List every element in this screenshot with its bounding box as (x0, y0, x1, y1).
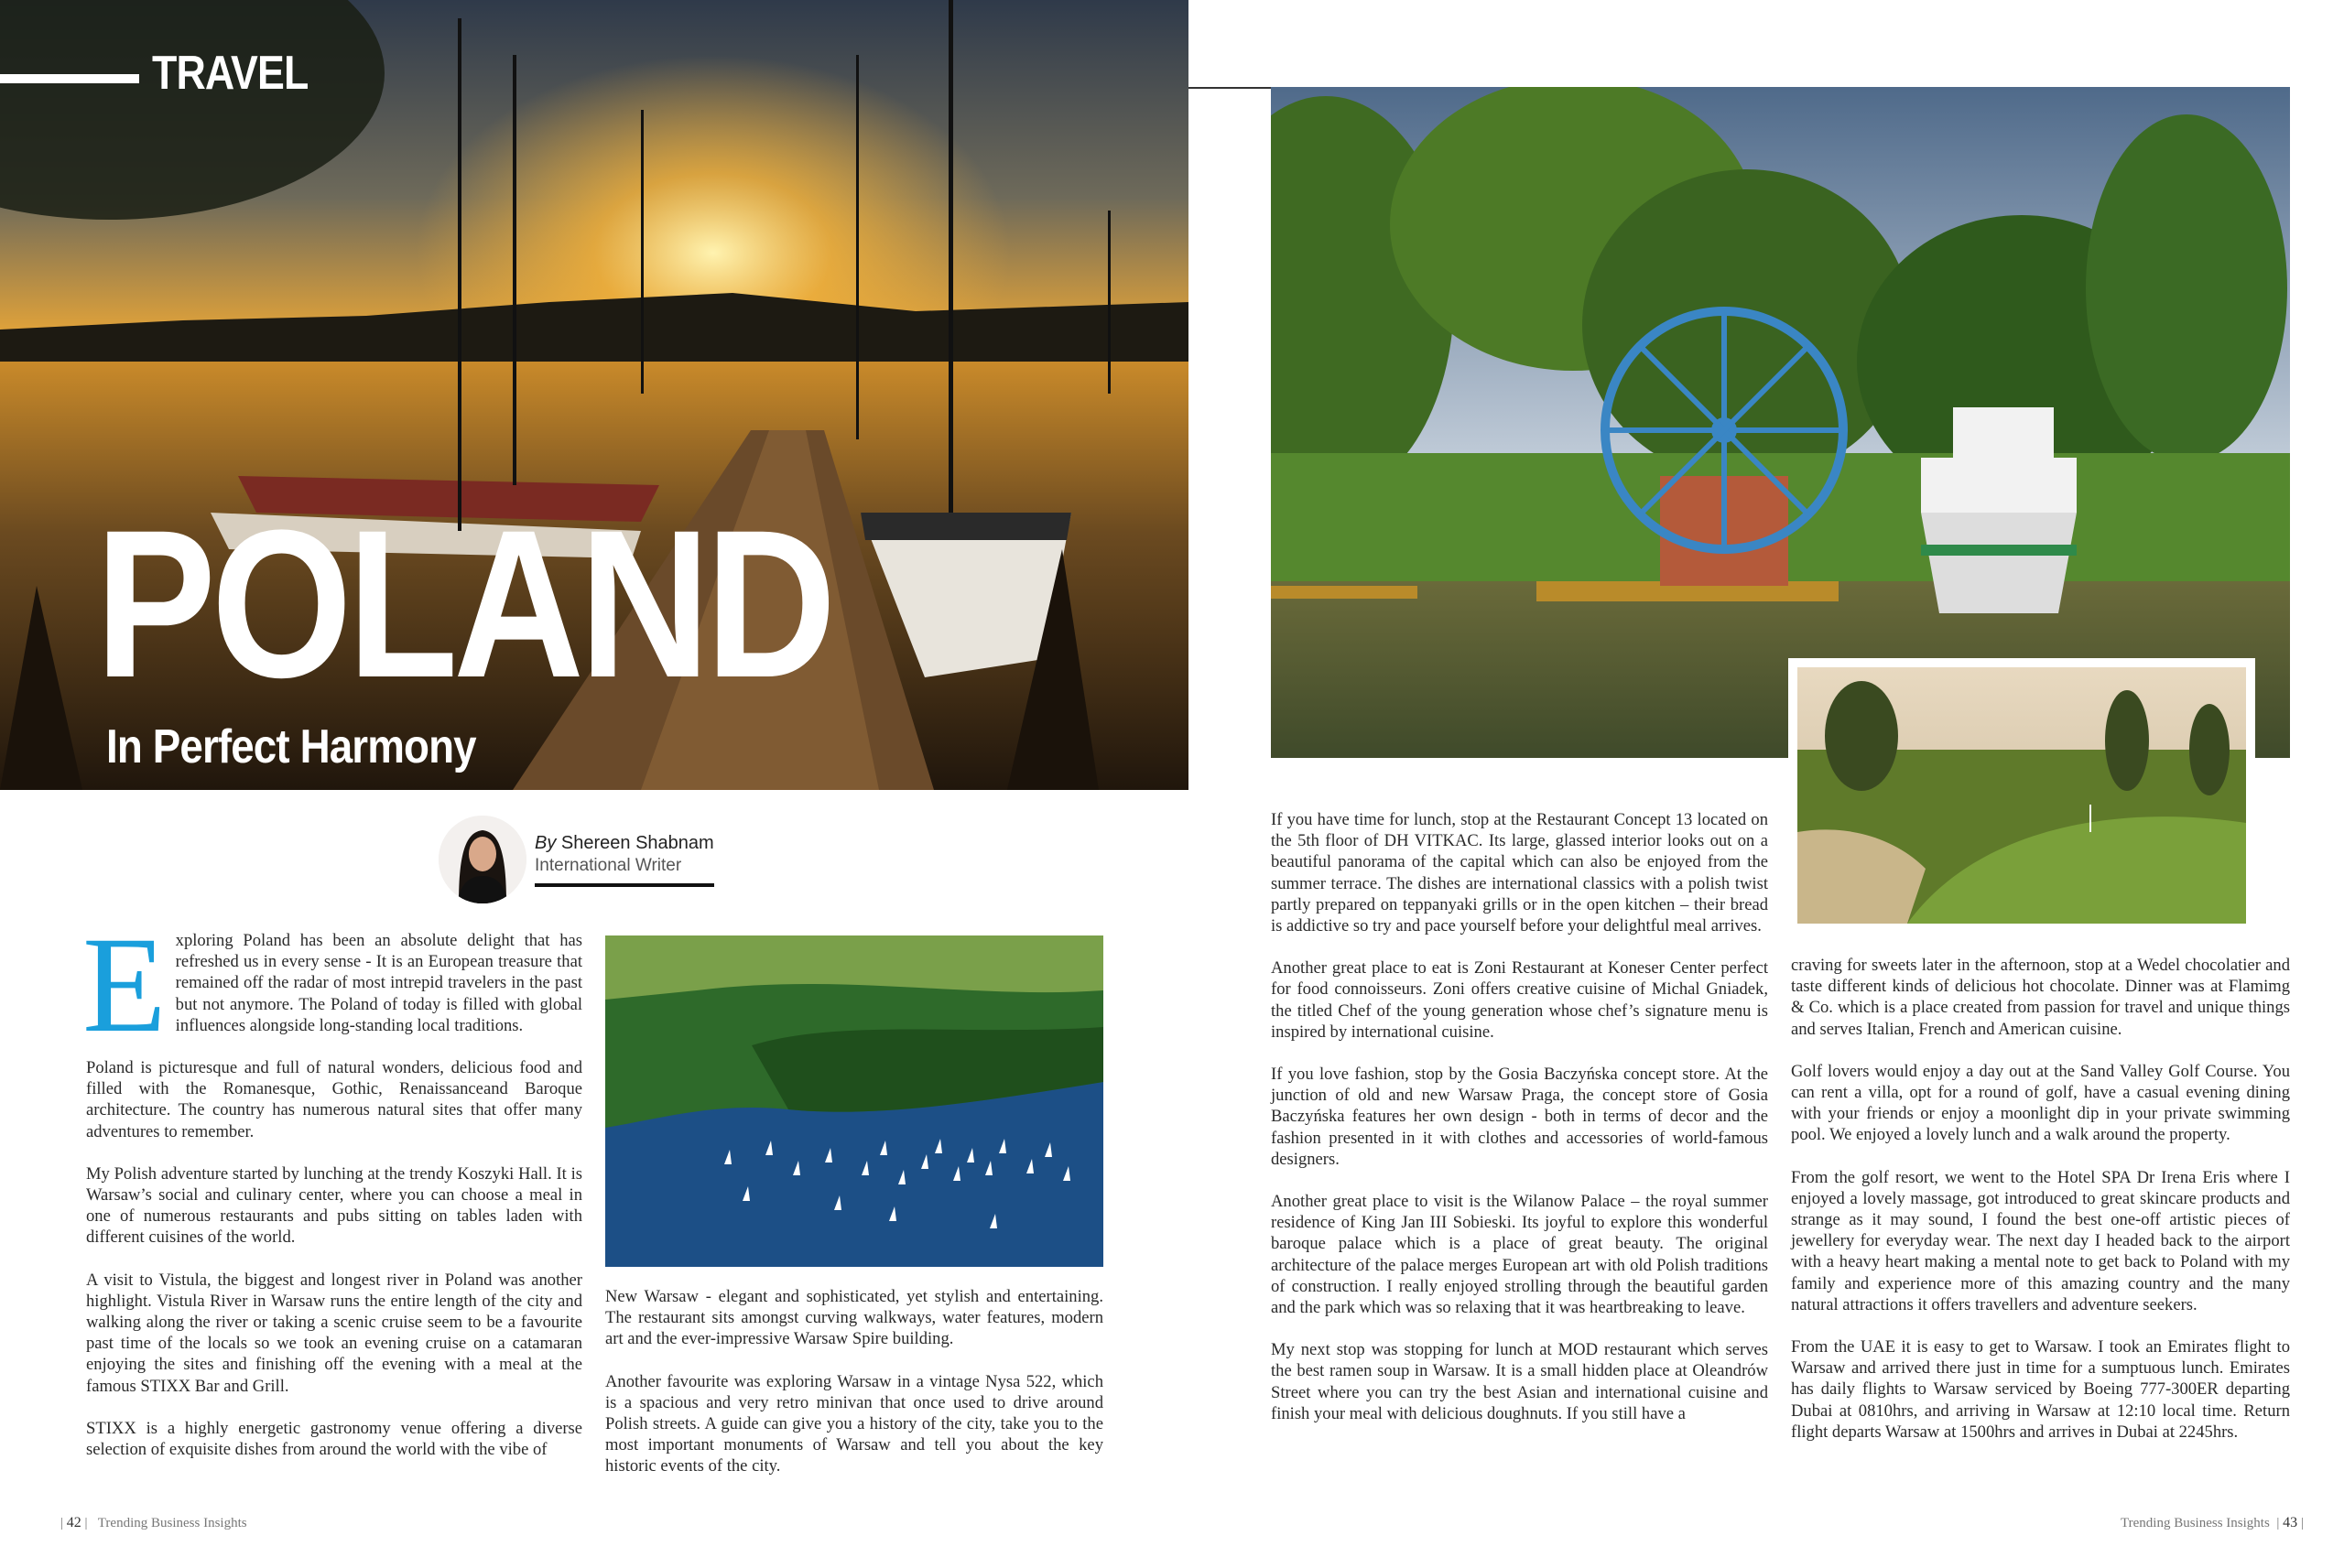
paragraph: Another favourite was exploring Warsaw in a vintage Nysa 522, which is a spacious and very retro minivan that once used to drive around Polish streets. A guide can give you a history of the city, take you to the most important monuments of Warsaw and tell you about the key historic events of the city. (605, 1371, 1103, 1476)
article-column-3 (1271, 809, 1768, 1445)
paragraph: New Warsaw - elegant and sophisticated, yet stylish and entertaining. The restaurant sits amongst curving walkways, water features, modern art and the ever-impressive Warsaw Spire building. (605, 1287, 1103, 1349)
right-folio: Trending Business Insights | 43 | (2121, 1515, 2304, 1530)
section-label-bar (0, 74, 139, 83)
article-subtitle: In Perfect Harmony (106, 720, 476, 773)
paragraph: A visit to Vistula, the biggest and longest river in Poland was another highlight. Vistula River in Warsaw runs the entire length of the city and walking along the river or taking a scenic cruise seem to be a favourite past time of the locals so we took an evening cruise on a catamaran enjoying the sites and finishing off the evening with a meal at the famous STIXX Bar and Grill. (86, 1270, 582, 1396)
paragraph: My next stop was stopping for lunch at MOD restaurant which serves the best ramen soup in Warsaw. It is a small hidden place at Oleandrów Street where you can try the best Asian and international cuisine and finish your meal with delicious doughnuts. If you still have a (1271, 1340, 1768, 1423)
paragraph: Another great place to eat is Zoni Restaurant at Koneser Center perfect for food connoisseurs. Zoni offers creative cuisine of Michal Gniadek, the titled Chef of the young generation whose chef’s signature menu is inspired by international cuisine. (1271, 958, 1768, 1042)
section-label: TRAVEL (152, 47, 309, 100)
article-column-1 (82, 909, 582, 1481)
author-rule (535, 883, 714, 887)
paragraph: craving for sweets later in the afternoon, stop at a Wedel chocolatier and taste different kinds of delicious hot chocolate. Dinner was at Flamimg & Co. which is a place created from passion for travel and unique things and serves Italian, French and American cuisine. (1791, 956, 2290, 1039)
author-portrait (439, 816, 526, 903)
publication-name-right: Trending Business Insights (2121, 1516, 2270, 1530)
author-role: International Writer (535, 856, 682, 875)
paragraph: Another great place to visit is the Wilanow Palace – the royal summer residence of King Jan III Sobieski. Its joyful to explore this wonderful baroque palace which is a place of great beauty. The original architecture of the palace merges European art with old Polish traditions of construction. I really enjoyed strolling through the beautiful garden and the park which was so relaxing that it was heartbreaking to leave. (1271, 1192, 1768, 1318)
paragraph: If you love fashion, stop by the Gosia Baczyńska concept store. At the junction of old and new Warsaw Praga, the concept store of Gosia Baczyńska features her own design - both in terms of decor and the fashion presented in it with clothes and accessories of world-famous designers. (1271, 1065, 1768, 1169)
page-number-left: 42 (66, 1515, 81, 1530)
left-folio: | 42 | Trending Business Insights (60, 1515, 247, 1530)
publication-name-left: Trending Business Insights (97, 1516, 247, 1530)
paragraph (82, 909, 582, 1061)
author-byline (535, 833, 714, 854)
byline-prefix: By (535, 833, 557, 853)
paragraph: Poland is picturesque and full of natural wonders, delicious food and filled with the Romanesque, Gothic, Renaissanceand Baroque architecture. The country has numerous natural sites that offer many adventures to remember. (86, 1058, 582, 1141)
paragraph: STIXX is a highly energetic gastronomy venue offering a diverse selection of exquisite dishes from around the world with the vibe of (86, 1418, 582, 1460)
paragraph: My Polish adventure started by lunching at the trendy Koszyki Hall. It is Warsaw’s social and culinary center, where you can choose a meal in one of numerous restaurants and pubs sitting on tables laden with different cuisines of the world. (86, 1163, 582, 1248)
drop-cap: E (82, 909, 167, 1061)
top-rule (1188, 87, 1273, 89)
golf-course-photo (1788, 658, 2255, 933)
lake-sailboats-image (605, 935, 1103, 1267)
lake-sailboats-photo (605, 935, 1103, 1267)
paragraph: From the golf resort, we went to the Hotel SPA Dr Irena Eris where I enjoyed a lovely massage, got introduced to great skincare products and strange as it may sound, I found the best one-off artistic pieces of jewellery for everyday wear. The next day I headed back to the airport with a heavy heart making a mental note to get back to Poland with my family and experience more of this amazing country and the many natural attractions it offers travellers and adventure seekers. (1791, 1167, 2290, 1314)
page-number-right: 43 (2283, 1515, 2298, 1530)
article-column-4 (1791, 955, 2290, 1464)
paragraph: Golf lovers would enjoy a day out at the Sand Valley Golf Course. You can rent a villa, opt for a round of golf, have a casual evening dining with your friends or enjoy a moonlight dip in your private swimming pool. We enjoyed a lovely lunch and a walk around the property. (1791, 1061, 2290, 1145)
article-title: POLAND (95, 486, 832, 721)
golf-course-image (1797, 667, 2246, 924)
author-avatar (439, 816, 526, 903)
paragraph: From the UAE it is easy to get to Warsaw. I took an Emirates flight to Warsaw and arrived there just in time for a sumptuous lunch. Emirates has daily flights to Warsaw serviced by Boeing 777-300ER departing Dubai at 0810hrs, and arriving in Warsaw at 12:10 local time. Return flight departs Warsaw at 1500hrs and arrives in Dubai at 2245hrs. (1791, 1337, 2290, 1442)
author-name: Shereen Shabnam (560, 833, 714, 853)
paragraph: If you have time for lunch, stop at the Restaurant Concept 13 located on the 5th floor of DH VITKAC. Its large, glassed interior looks out on a beautiful panorama of the capital which can also be enjoyed from the summer terrace. The dishes are international classics with a polish twist partly prepared on teppanyaki grills or in the open kitchen – their bread is addictive so try and pace yourself before your delightful meal arrives. (1271, 810, 1768, 936)
article-column-2 (605, 1286, 1103, 1498)
paragraph-text: xploring Poland has been an absolute delight that has refreshed us in every sense - It is an European treasure that remained off the radar of most intrepid travelers in the past but not anymore. The Poland of today is filled with global influences alongside long-standing local traditions. (175, 931, 582, 1035)
